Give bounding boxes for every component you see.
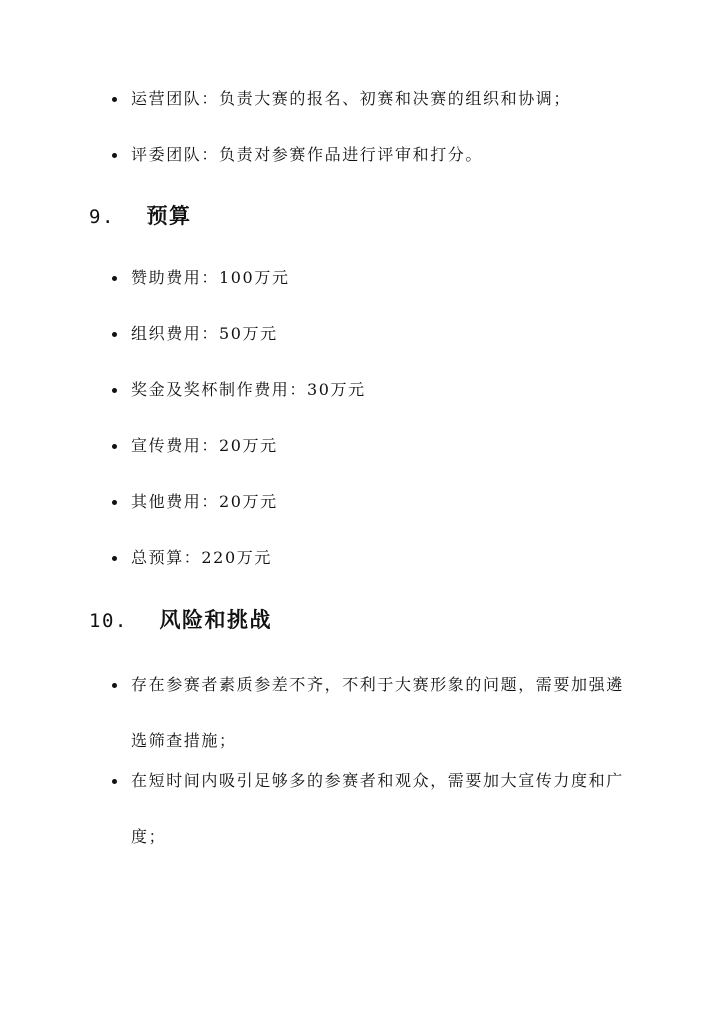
- list-item: [112, 71, 632, 127]
- list-item: [112, 474, 632, 530]
- bullet-icon: [112, 444, 117, 449]
- list-item-text: 其他费用：20万元: [131, 492, 278, 511]
- list-item: [112, 127, 632, 183]
- bullet-icon: [112, 276, 117, 281]
- list-item-text: 赞助费用：100万元: [131, 268, 290, 287]
- list-item-text: 组织费用：50万元: [131, 324, 278, 343]
- section-title: 预算: [146, 203, 192, 228]
- section-number: 10.: [89, 610, 128, 632]
- bullet-icon: [112, 779, 117, 784]
- list-item-text: 奖金及奖杯制作费用：30万元: [131, 380, 366, 399]
- section-number: 9.: [89, 206, 115, 228]
- bullet-icon: [112, 683, 117, 688]
- section-heading-budget: [89, 200, 192, 230]
- list-item-text: 宣传费用：20万元: [131, 436, 278, 455]
- list-item: [112, 418, 632, 474]
- list-item-text: 总预算：220万元: [131, 548, 272, 567]
- list-item: [112, 250, 632, 306]
- list-item: [112, 362, 632, 418]
- list-item: [112, 306, 632, 362]
- bullet-icon: [112, 388, 117, 393]
- bullet-icon: [112, 332, 117, 337]
- list-item-text: 在短时间内吸引足够多的参赛者和观众，需要加大宣传力度和广度；: [131, 771, 624, 846]
- list-item-text: 评委团队：负责对参赛作品进行评审和打分。: [131, 145, 484, 164]
- bullet-icon: [112, 556, 117, 561]
- bullet-icon: [112, 97, 117, 102]
- list-item: [112, 530, 632, 586]
- section-heading-risk: [89, 604, 272, 634]
- list-item-text: 存在参赛者素质参差不齐，不利于大赛形象的问题，需要加强遴选筛查措施；: [131, 675, 624, 750]
- list-item-text: 运营团队：负责大赛的报名、初赛和决赛的组织和协调；: [131, 89, 572, 108]
- bullet-icon: [112, 153, 117, 158]
- bullet-icon: [112, 500, 117, 505]
- list-item: [112, 753, 632, 865]
- section-title: 风险和挑战: [159, 607, 272, 632]
